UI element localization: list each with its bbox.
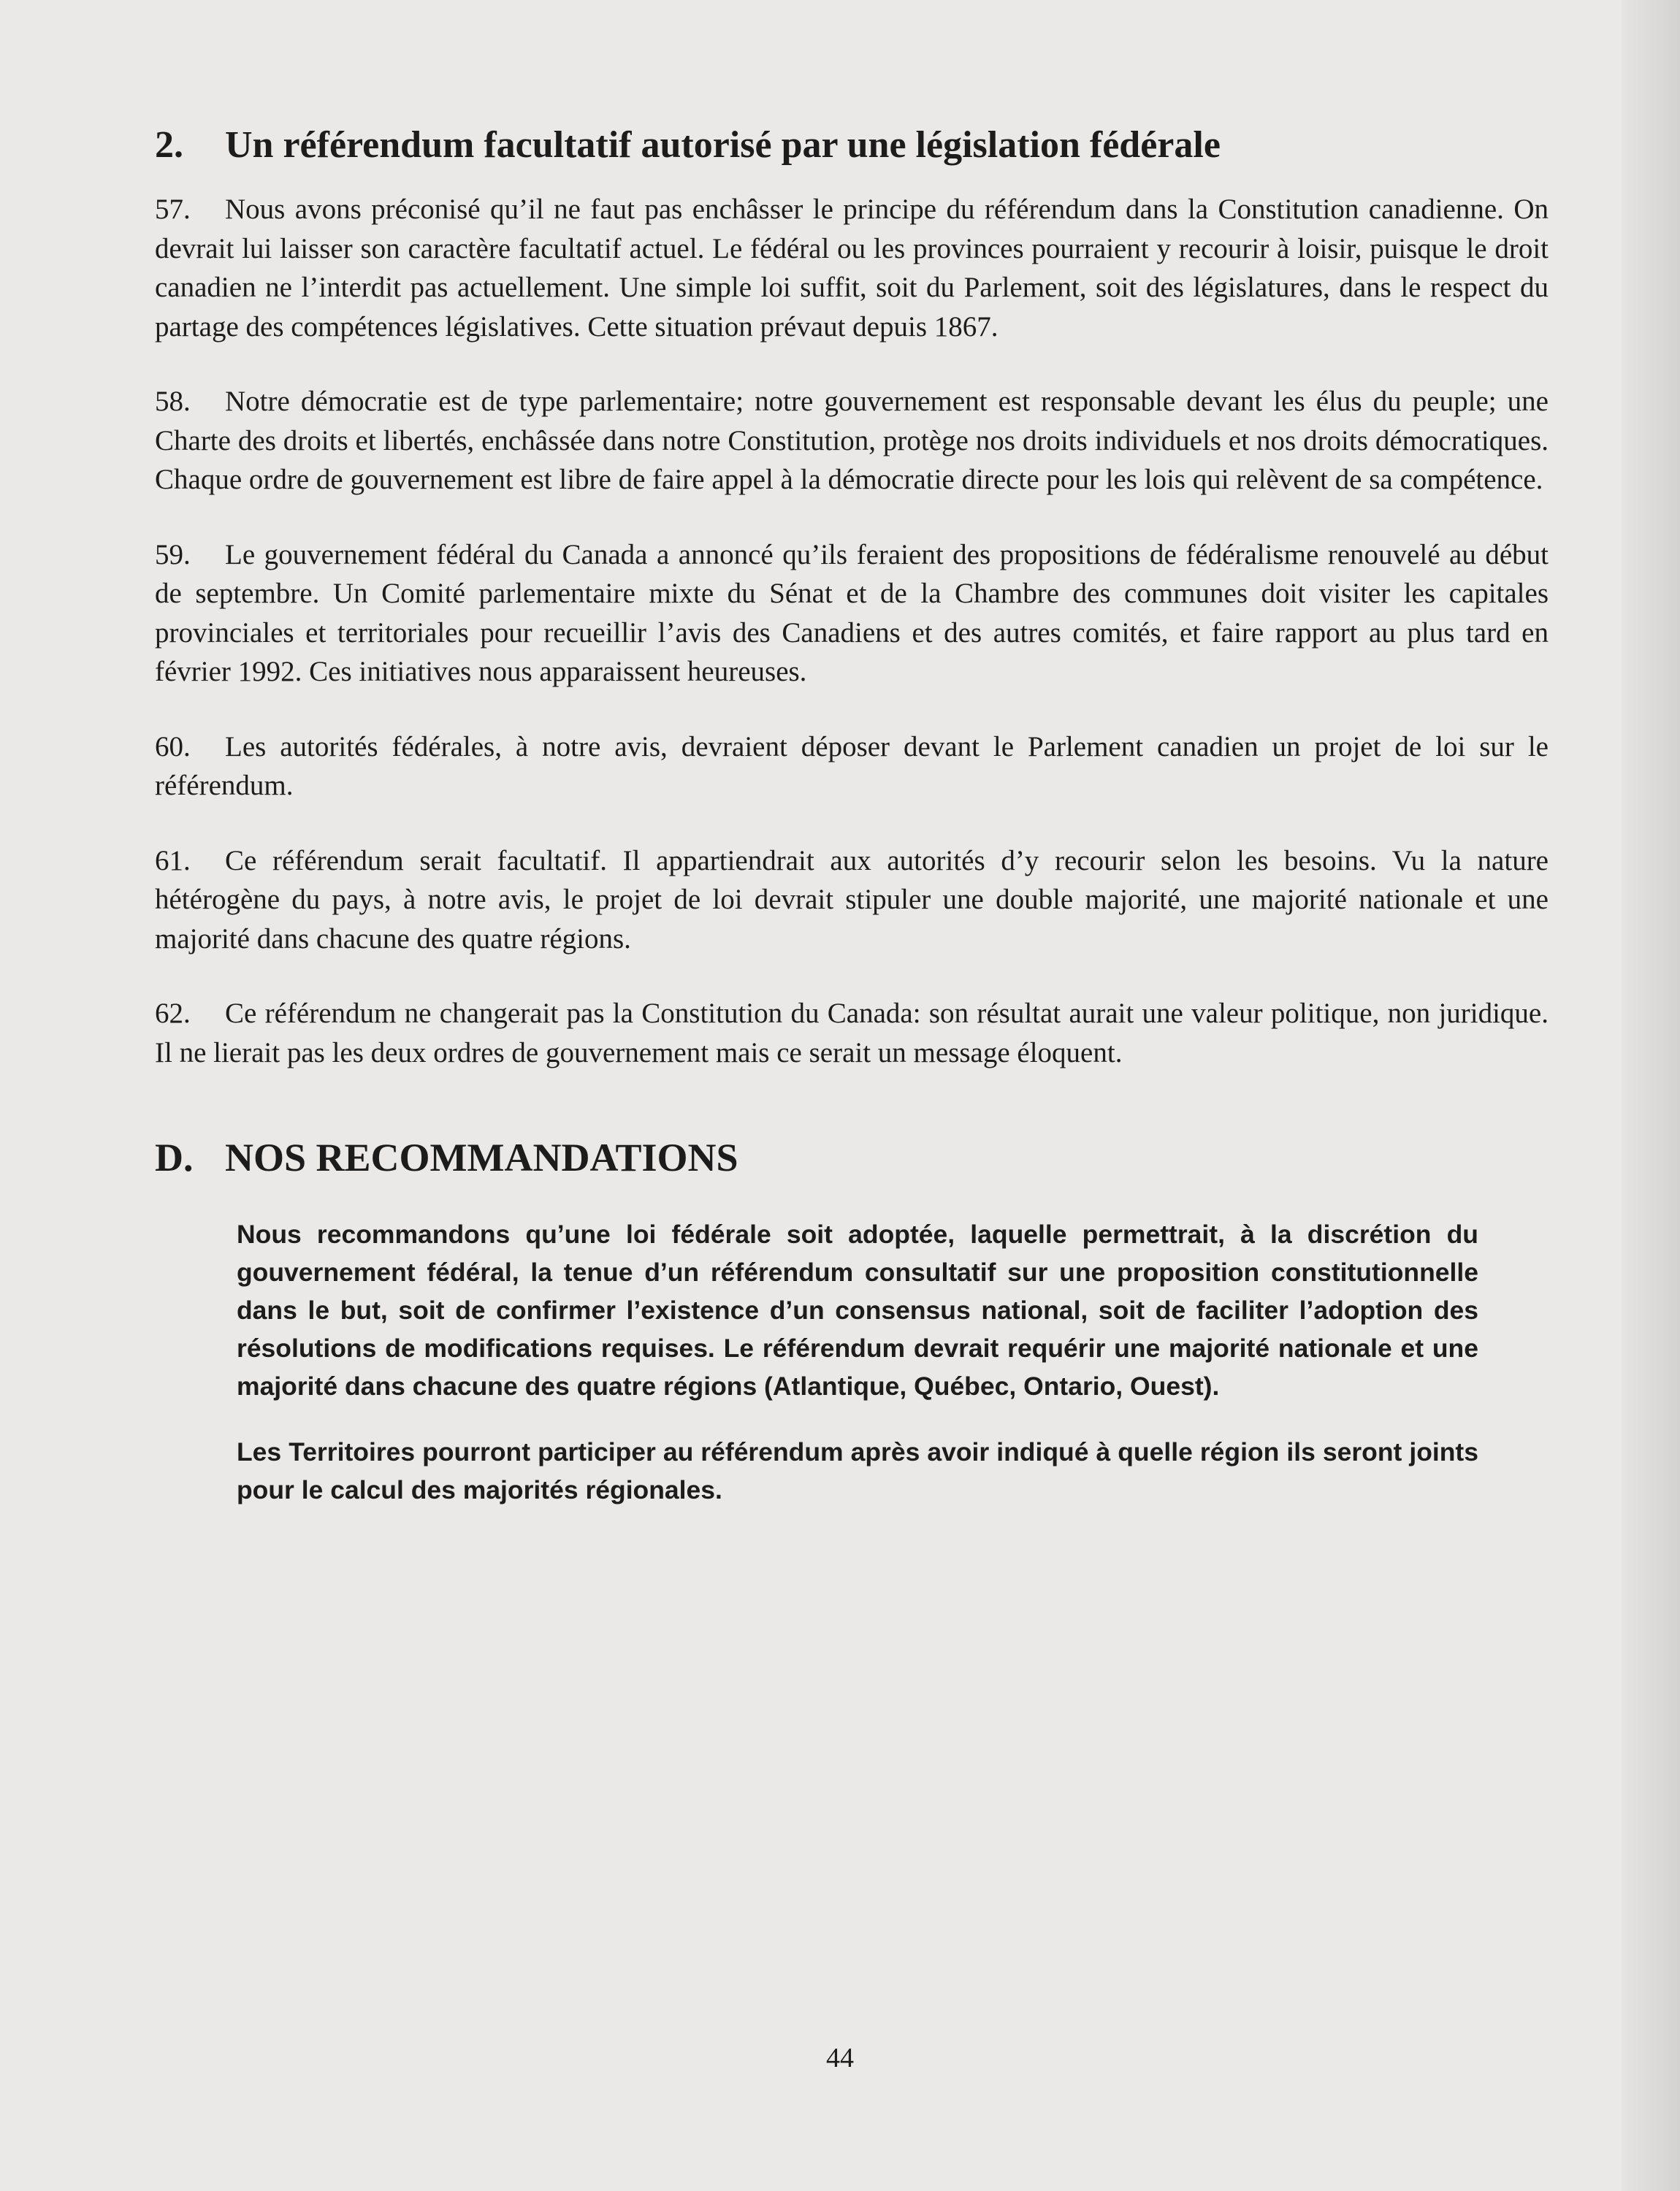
paragraph-60 bbox=[155, 727, 1549, 806]
paragraph-number: 59. bbox=[155, 538, 191, 570]
paragraph-number: 62. bbox=[155, 998, 191, 1029]
recommendations-heading bbox=[155, 1135, 1549, 1180]
recommendations-letter: D. bbox=[155, 1136, 194, 1179]
page-number: 44 bbox=[826, 2043, 854, 2073]
paragraph-text: Notre démocratie est de type parlementaire; notre gouvernement est responsable devant les élus du peuple; une Charte des droits et libertés, enchâssée dans notre Constitution, protège nos droits individuels et nos droits démocratiques. Chaque ordre de gouvernement est libre de faire appel à la démocratie directe pour les lois qui relèvent de sa compétence. bbox=[155, 386, 1549, 495]
paragraph-number: 61. bbox=[155, 844, 191, 876]
paragraph-number: 58. bbox=[155, 386, 191, 417]
paragraph-text: Ce référendum serait facultatif. Il appartiendrait aux autorités d’y recourir selon les besoins. Vu la nature hétérogène du pays, à notre avis, le projet de loi devrait stipuler une double majorité, une majorité nationale et une majorité dans chacune des quatre régions. bbox=[155, 844, 1549, 955]
page-edge-shadow bbox=[1622, 0, 1680, 2191]
paragraph-number: 60. bbox=[155, 730, 191, 762]
paragraph-text: Nous avons préconisé qu’il ne faut pas enchâsser le principe du référendum dans la Constitution canadienne. On devrait lui laisser son caractère facultatif actuel. Le fédéral ou les provinces pourraient y recourir à loisir, puisque le droit canadien ne l’interdit pas actuellement. Une simple loi suffit, soit du Parlement, soit des législatures, dans le respect du partage des compétences législatives. Cette situation prévaut depuis 1867. bbox=[155, 194, 1549, 343]
document-body bbox=[155, 123, 1549, 1537]
section-heading bbox=[155, 123, 1549, 168]
recommendation-main: Nous recommandons qu’une loi fédérale soit adoptée, laquelle permettrait, à la discrétion du gouvernement fédéral, la tenue d’un référendum consultatif sur une proposition constitutionnelle dans le but, soit de confirmer l’existence d’un consensus national, soit de faciliter l’adoption des résolutions de modifications requises. Le référendum devrait requérir une majorité nationale et une majorité dans chacune des quatre régions (Atlantique, Québec, Ontario, Ouest). bbox=[237, 1220, 1478, 1401]
section-title: Un référendum facultatif autorisé par une législation fédérale bbox=[225, 124, 1221, 166]
recommendations-title: NOS RECOMMANDATIONS bbox=[225, 1136, 738, 1179]
recommendation-territories: Les Territoires pourront participer au référendum après avoir indiqué à quelle région ils seront joints pour le calcul des majorités régionales. bbox=[237, 1437, 1478, 1504]
paragraph-59 bbox=[155, 535, 1549, 692]
paragraph-text: Les autorités fédérales, à notre avis, devraient déposer devant le Parlement canadien un projet de loi sur le référendum. bbox=[155, 730, 1549, 801]
paragraph-text: Ce référendum ne changerait pas la Constitution du Canada: son résultat aurait une valeur politique, non juridique. Il ne lierait pas les deux ordres de gouvernement mais ce serait un message éloquent. bbox=[155, 998, 1549, 1068]
paragraph-61 bbox=[155, 841, 1549, 959]
paragraph-58 bbox=[155, 382, 1549, 500]
paragraph-number: 57. bbox=[155, 194, 191, 225]
paragraph-text: Le gouvernement fédéral du Canada a annoncé qu’ils feraient des propositions de fédéralisme renouvelé au début de septembre. Un Comité parlementaire mixte du Sénat et de la Chambre des communes doit visiter les capitales provinciales et territoriales pour recueillir l’avis des Canadiens et des autres comités, et faire rapport au plus tard en février 1992. Ces initiatives nous apparaissent heureuses. bbox=[155, 538, 1549, 687]
paragraph-57 bbox=[155, 190, 1549, 346]
section-number: 2. bbox=[155, 124, 183, 166]
paragraph-62 bbox=[155, 994, 1549, 1072]
